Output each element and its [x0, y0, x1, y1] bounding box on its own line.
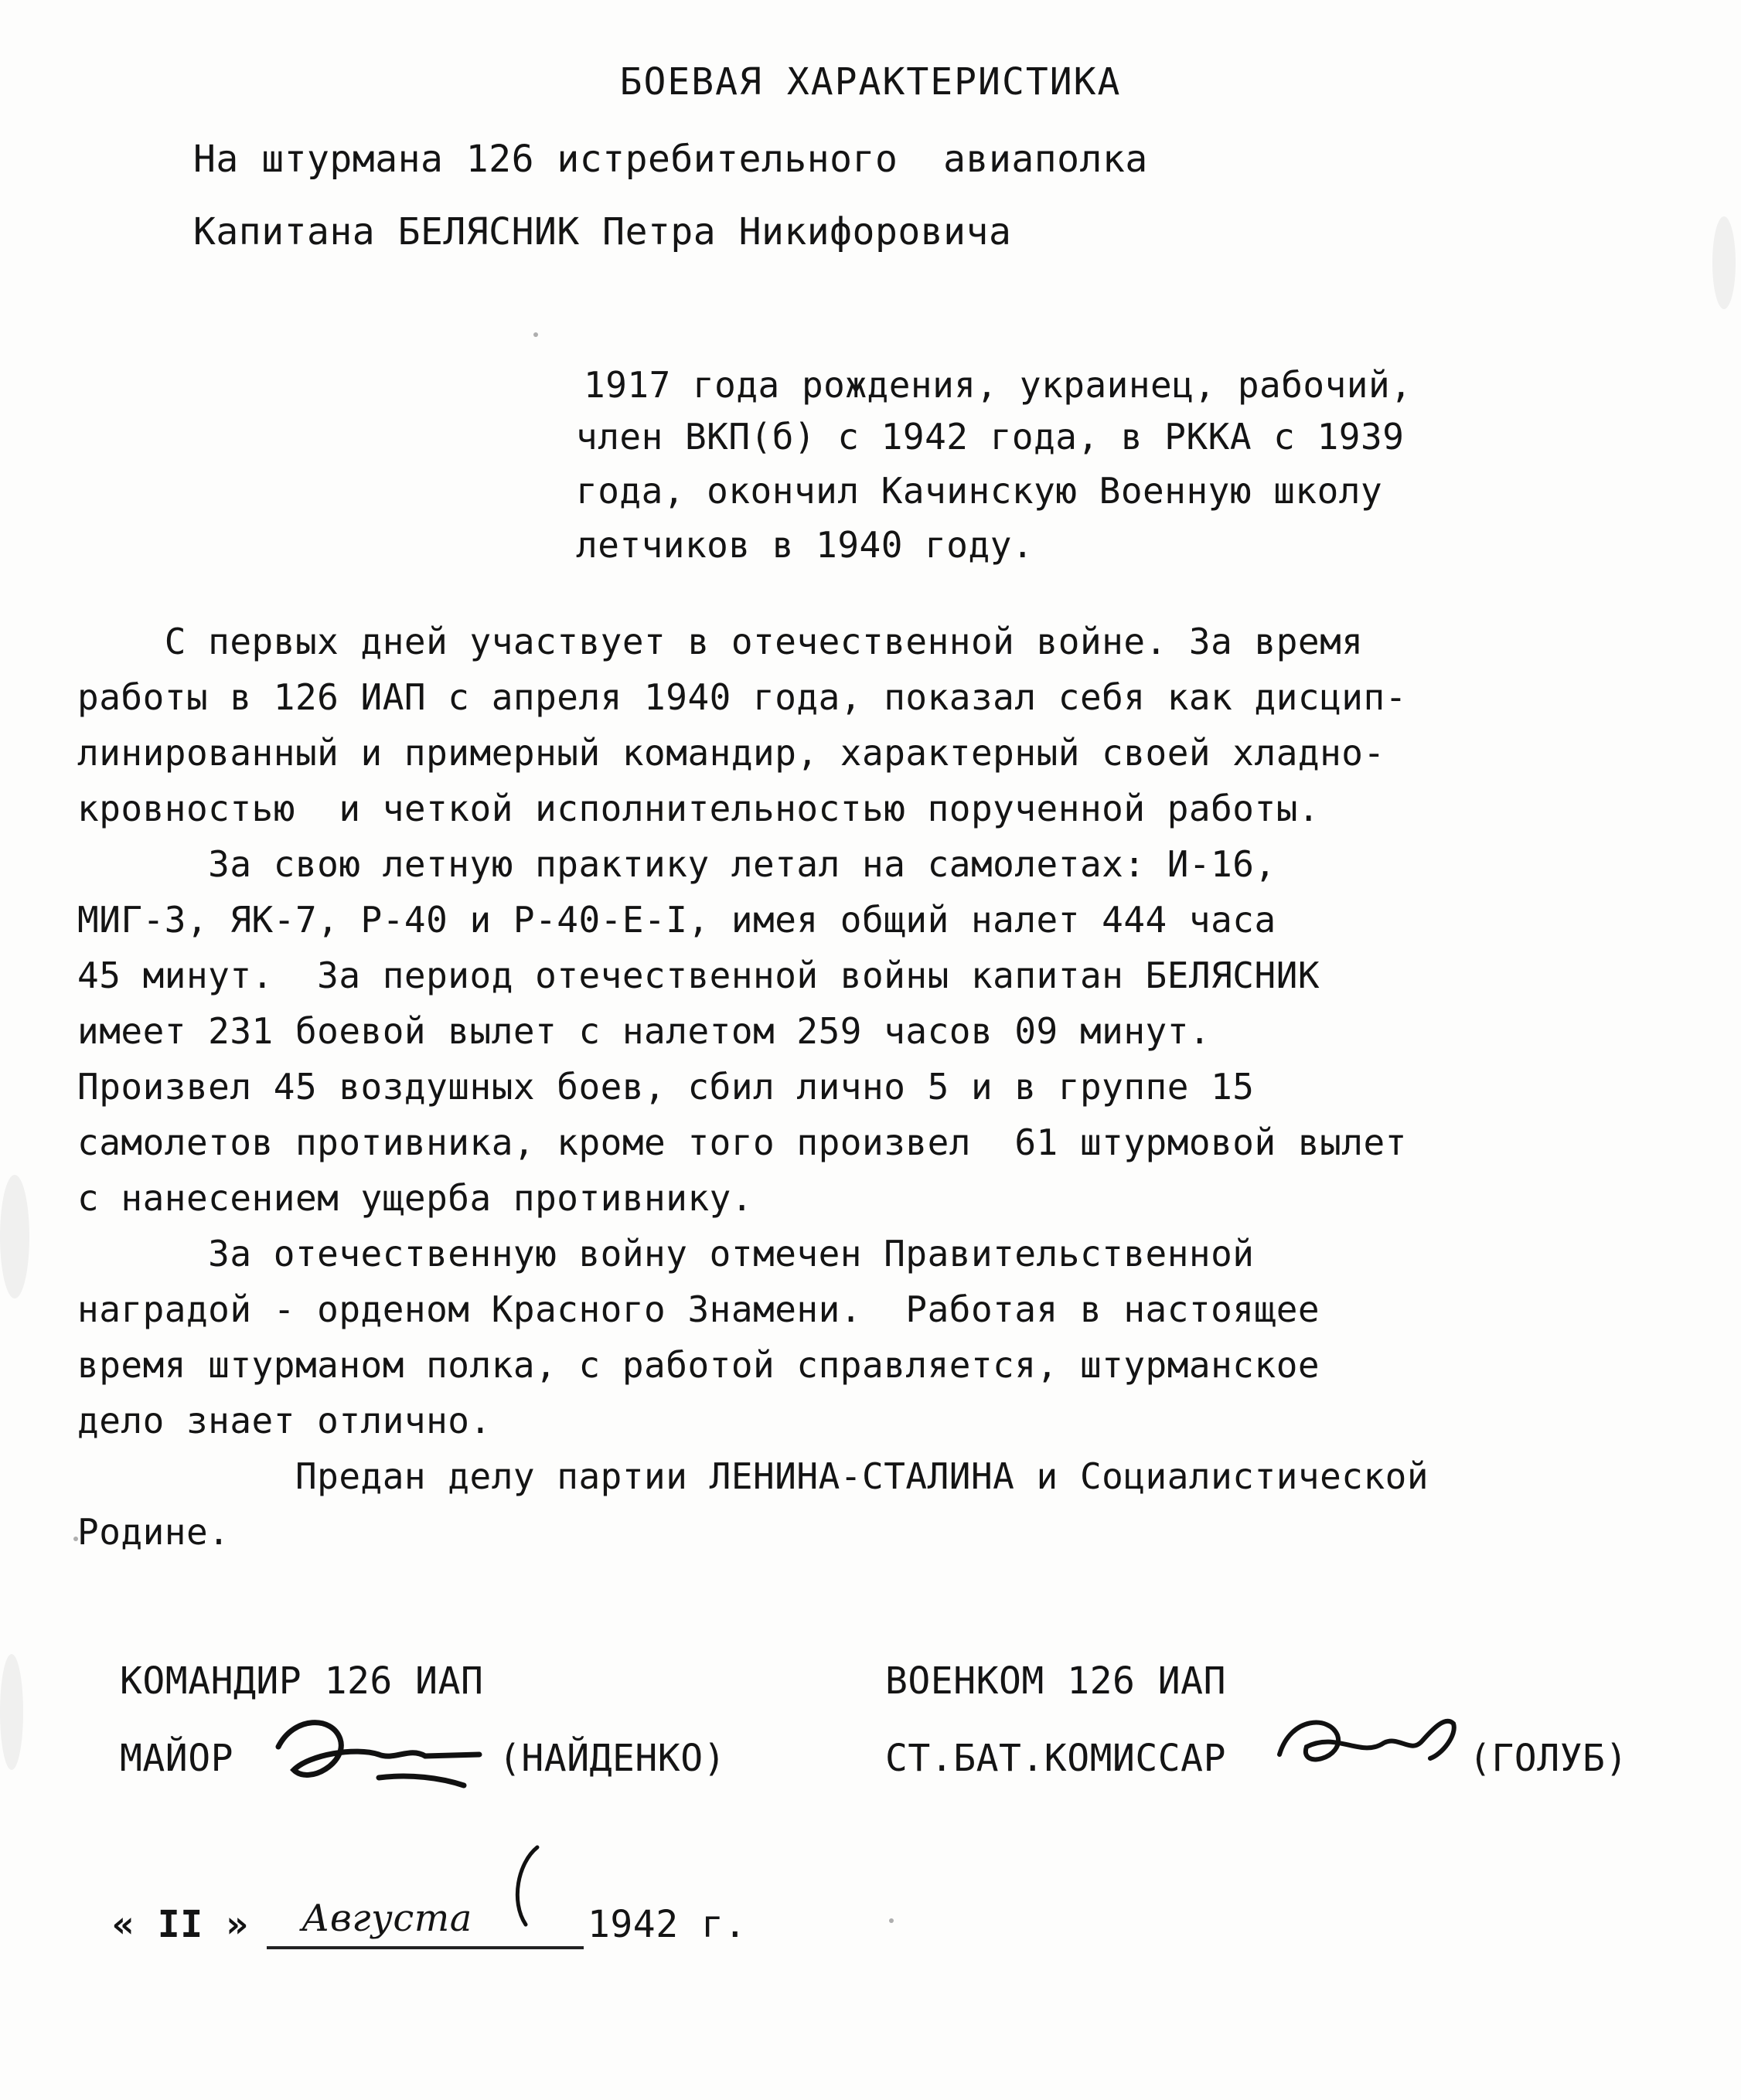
bio-line: 1917 года рождения, украинец, рабочий,: [584, 364, 1412, 406]
date-flourish: [495, 1840, 557, 1932]
scan-speck: [889, 1918, 894, 1923]
body-line: 45 минут. За период отечественной войны капитан БЕЛЯСНИК: [77, 955, 1320, 996]
body-line: кровностью и четкой исполнительностью порученной работы.: [77, 788, 1320, 829]
body-line: время штурманом полка, с работой справляется, штурманское: [77, 1344, 1320, 1386]
date-day: « II »: [112, 1903, 249, 1946]
commissar-rank: СТ.БАТ.КОМИССАР: [885, 1737, 1226, 1780]
date-month: Августа: [302, 1897, 472, 1940]
heading-line: На штурмана 126 истребительного авиаполка: [193, 138, 1148, 181]
body-line: Предан делу партии ЛЕНИНА-СТАЛИНА и Социалистической: [77, 1455, 1429, 1497]
body-line: линированный и примерный командир, характерный своей хладно-: [77, 732, 1385, 774]
body-line: работы в 126 ИАП с апреля 1940 года, показал себя как дисцип-: [77, 676, 1407, 718]
body-line: имеет 231 боевой вылет с налетом 259 часов 09 минут.: [77, 1010, 1211, 1052]
body-line: За свою летную практику летал на самолетах: И-16,: [77, 843, 1276, 885]
scan-speck: [533, 332, 538, 337]
body-line: Произвел 45 воздушных боев, сбил лично 5 и в группе 15: [77, 1066, 1255, 1108]
body-line: МИГ-3, ЯК-7, Р-40 и Р-40-Е-I, имея общий налет 444 часа: [77, 899, 1276, 941]
body-line: самолетов противника, кроме того произвел 61 штурмовой вылет: [77, 1121, 1407, 1163]
date-underline: [267, 1940, 591, 1955]
scan-smudge: [1712, 216, 1736, 309]
heading-line: Капитана БЕЛЯСНИК Петра Никифоровича: [193, 210, 1012, 254]
date-year: 1942 г.: [588, 1903, 747, 1946]
body-line: Родине.: [77, 1511, 230, 1553]
body-line: с нанесением ущерба противнику.: [77, 1177, 754, 1219]
document-title: БОЕВАЯ ХАРАКТЕРИСТИКА: [619, 60, 1122, 104]
commander-name: (НАЙДЕНКО): [499, 1737, 726, 1780]
body-line: дело знает отлично.: [77, 1400, 492, 1441]
commissar-signature: [1268, 1700, 1469, 1785]
body-line: За отечественную войну отмечен Правительственной: [77, 1233, 1255, 1275]
scan-smudge: [0, 1175, 29, 1298]
bio-line: летчиков в 1940 году.: [576, 524, 1034, 566]
body-line: С первых дней участвует в отечественной войне. За время: [77, 621, 1364, 662]
bio-line: года, окончил Качинскую Военную школу: [576, 470, 1383, 512]
scan-smudge: [0, 1654, 23, 1770]
commander-rank: МАЙОР: [120, 1737, 233, 1780]
commissar-title: ВОЕНКОМ 126 ИАП: [885, 1659, 1226, 1703]
body-line: наградой - орденом Красного Знамени. Работая в настоящее: [77, 1288, 1320, 1330]
bio-line: член ВКП(б) с 1942 года, в РККА с 1939: [576, 416, 1405, 458]
commissar-name: (ГОЛУБ): [1469, 1737, 1628, 1780]
commander-title: КОМАНДИР 126 ИАП: [120, 1659, 484, 1703]
commander-signature: [263, 1700, 495, 1809]
